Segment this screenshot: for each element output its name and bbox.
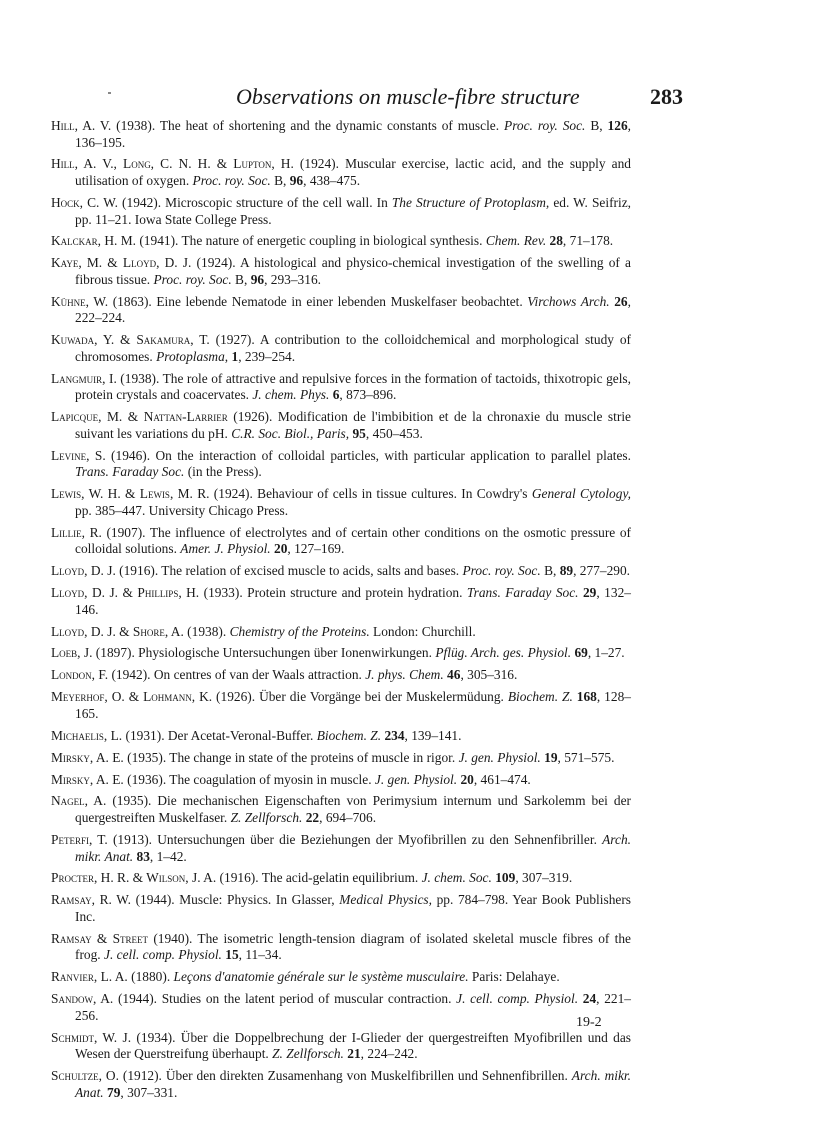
reference-journal: J. chem. Phys. (252, 387, 330, 403)
page-number: 283 (650, 84, 683, 109)
reference-volume: 89 (559, 563, 574, 579)
reference-author: Lewis, W. H. & Lewis, M. R. (51, 486, 210, 502)
reference-author: Kuwada, Y. & Sakamura, T. (51, 332, 210, 348)
reference-author: Mirsky, A. E. (51, 771, 124, 787)
reference-journal: J. cell. comp. Physiol. (104, 947, 222, 963)
reference-text: (1916). The relation of excised muscle to acids, salts and bases. (115, 563, 463, 579)
running-title: Observations on muscle-fibre structure (236, 84, 580, 109)
reference-entry (51, 585, 631, 618)
reference-author: Lapicque, M. & Nattan-Larrier (51, 409, 228, 425)
reference-journal: Medical Physics, (339, 892, 432, 908)
reference-pages: , 127–169. (287, 541, 345, 557)
reference-volume: 234 (384, 727, 405, 743)
reference-author: Kühne, W. (51, 293, 109, 309)
reference-text: (1907). The influence of electrolytes and of certain other conditions on the osmotic pressure of colloidal solutions. (75, 524, 631, 557)
reference-pages: , 873–896. (339, 387, 397, 403)
reference-journal: Trans. Faraday Soc. (75, 464, 185, 480)
reference-entry (51, 1030, 631, 1063)
reference-text: B, (270, 173, 290, 189)
reference-journal: Pflüg. Arch. ges. Physiol. (435, 645, 572, 661)
reference-pages: , 293–316. (264, 271, 321, 287)
reference-list (51, 118, 631, 1107)
reference-text: (in the Press). (184, 464, 262, 480)
reference-author: Lloyd, D. J. & Phillips, H. (51, 585, 200, 601)
reference-pages: , 222–224. (75, 293, 631, 326)
reference-journal: General Cytology, (531, 486, 632, 502)
reference-pages: , 694–706. (319, 810, 377, 826)
reference-text: , (224, 348, 232, 364)
reference-volume: 19 (544, 749, 558, 765)
reference-text: (1944). Muscle: Physics. In Glasser, (130, 892, 340, 908)
reference-volume: 15 (225, 947, 239, 963)
reference-journal: Chemistry of the Proteins. (229, 623, 370, 639)
reference-entry (51, 294, 631, 327)
reference-text: (1935). The change in state of the proteins of muscle in rigor. (123, 749, 459, 765)
reference-volume: 95 (352, 425, 366, 441)
reference-journal: Z. Zellforsch. (230, 810, 303, 826)
reference-pages: , 450–453. (365, 425, 423, 441)
reference-pages: , 307–319. (515, 870, 573, 886)
reference-volume: 26 (614, 293, 628, 309)
reference-text: (1938). The role of attractive and repulsive forces in the formation of tactoids, thixotropic gels, protein crystals and coacervates. (75, 370, 631, 403)
reference-entry (51, 409, 631, 442)
reference-author: Ranvier, L. A. (51, 969, 128, 985)
reference-volume: 126 (607, 118, 628, 133)
reference-journal: Biochem. Z. (316, 727, 382, 743)
reference-journal: C.R. Soc. Biol., Paris, (231, 425, 350, 441)
reference-author: Langmuir, I. (51, 370, 117, 386)
reference-journal: Proc. roy. Soc. (462, 563, 541, 579)
reference-volume: 109 (495, 870, 516, 886)
reference-author: Ramsay, R. W. (51, 892, 131, 908)
page-header (60, 84, 683, 114)
reference-text: (1935). Die mechanischen Eigenschaften von Perimysium internum und Sarkolemm bei der quergestreiften Muskelfaser. (75, 793, 631, 826)
reference-pages: , 132–146. (75, 585, 631, 617)
reference-text: B, (231, 271, 251, 287)
reference-text: (1941). The nature of energetic coupling in biological synthesis. (136, 233, 486, 249)
reference-entry (51, 156, 631, 189)
reference-author: Hock, C. W. (51, 194, 118, 210)
reference-text: (1944). Studies on the latent period of muscular contraction. (113, 991, 457, 1007)
reference-pages: , 221–256. (75, 991, 631, 1023)
reference-author: Peterfi, T. (51, 831, 108, 847)
reference-journal: Amer. J. Physiol. (180, 541, 271, 557)
reference-author: Mirsky, A. E. (51, 749, 124, 765)
reference-text: (1927). A contribution to the colloidchemical and morphological study of chromosomes. (75, 332, 632, 364)
reference-journal: J. phys. Chem. (365, 667, 444, 683)
reference-volume: 20 (274, 541, 288, 557)
reference-entry (51, 892, 631, 925)
reference-entry (51, 195, 631, 228)
reference-journal: Trans. Faraday Soc. (466, 585, 579, 601)
reference-journal: Chem. Rev. (485, 233, 547, 249)
reference-text: B, (585, 118, 608, 133)
reference-author: Lloyd, D. J. (51, 563, 116, 579)
reference-pages: , 277–290. (573, 563, 631, 579)
reference-text: (1913). Untersuchungen über die Beziehungen der Myofibrillen zu den Sehnenfibriller. (107, 831, 603, 847)
reference-author: Schultze, O. (51, 1068, 119, 1084)
reference-volume: 83 (136, 848, 150, 864)
reference-text: (1933). Protein structure and protein hydration. (199, 585, 467, 601)
reference-volume: 96 (250, 271, 265, 287)
reference-journal: J. gen. Physiol. (458, 749, 541, 765)
reference-text: ed. W. Seifriz, pp. 11–21. Iowa State College Press. (75, 194, 632, 227)
reference-text: pp. 385–447. University Chicago Press. (75, 502, 289, 518)
reference-journal: Leçons d'anatomie générale sur le système musculaire. (173, 969, 469, 985)
reference-entry (51, 969, 631, 986)
reference-volume: 79 (107, 1084, 121, 1100)
reference-author: London, F. (51, 667, 109, 683)
reference-text: pp. 784–798. Year Book Publishers Inc. (75, 892, 632, 924)
reference-pages: , 571–575. (557, 749, 615, 765)
reference-entry (51, 371, 631, 404)
reference-text: (1938). The heat of shortening and the dynamic constants of muscle. (111, 118, 505, 133)
reference-text: (1863). Eine lebende Nematode in einer lebenden Muskelfaser beobachtet. (108, 293, 528, 309)
reference-entry (51, 255, 631, 288)
reference-text: (1926). Über die Vorgänge bei der Muskelermüdung. (212, 689, 508, 705)
reference-volume: 21 (347, 1046, 361, 1062)
reference-author: Michaelis, L. (51, 727, 123, 743)
reference-entry (51, 728, 631, 745)
reference-entry (51, 645, 631, 662)
reference-text: (1897). Physiologische Untersuchungen über Ionenwirkungen. (92, 645, 436, 661)
reference-pages: , 71–178. (562, 233, 614, 249)
reference-text: (1931). Der Acetat-Veronal-Buffer. (122, 727, 317, 743)
reference-journal: Arch. mikr. Anat. (75, 1068, 632, 1100)
reference-journal: J. chem. Soc. (421, 870, 492, 886)
reference-volume: 22 (305, 810, 320, 826)
reference-author: Hill, A. V. (51, 118, 112, 133)
reference-entry (51, 772, 631, 789)
reference-text: (1912). Über den direkten Zusamenhang von Muskelfibrillen und Sehnenfibrillen. (118, 1068, 572, 1084)
reference-text: London: Churchill. (369, 623, 476, 639)
reference-entry (51, 870, 631, 887)
reference-text: Paris: Delahaye. (468, 969, 560, 985)
reference-journal: Virchows Arch. (527, 293, 610, 309)
reference-entry (51, 563, 631, 580)
reference-entry (51, 233, 631, 250)
reference-text: (1936). The coagulation of myosin in muscle. (123, 771, 375, 787)
reference-entry (51, 991, 631, 1024)
reference-entry (51, 931, 631, 964)
reference-pages: , 224–242. (360, 1046, 418, 1062)
reference-text: B, (540, 563, 560, 579)
reference-entry (51, 332, 631, 365)
reference-volume: 46 (447, 667, 461, 683)
reference-journal: The Structure of Protoplasm, (391, 194, 550, 210)
reference-text: (1938). (183, 623, 230, 639)
reference-journal: Proc. roy. Soc. (153, 271, 232, 287)
reference-journal: J. cell. comp. Physiol. (456, 991, 579, 1007)
reference-text: (1934). Über die Doppelbrechung der I-Glieder der quergestreiften Myofibrillen und das Wesen der Querstreifung überhaupt. (75, 1029, 631, 1062)
reference-text: (1926). Modification de l'imbibition et de la chronaxie du muscle strie suivant les variations du pH. (75, 409, 631, 441)
reference-author: Lillie, R. (51, 524, 102, 540)
reference-text: (1942). Microscopic structure of the cell wall. In (117, 194, 392, 210)
reference-volume: 24 (582, 991, 597, 1007)
reference-author: Sandow, A. (51, 991, 114, 1007)
reference-pages: , 307–331. (120, 1084, 178, 1100)
reference-pages: , 305–316. (460, 667, 518, 683)
reference-pages: , 128–165. (75, 689, 631, 721)
reference-volume: 6 (332, 387, 340, 403)
reference-pages: , 239–254. (238, 348, 296, 364)
reference-text: (1940). The isometric length-tension diagram of isolated skeletal muscle fibres of the frog. (75, 930, 631, 963)
reference-entry (51, 118, 631, 151)
reference-entry (51, 793, 631, 826)
reference-volume: 69 (574, 645, 588, 661)
reference-volume: 29 (582, 585, 597, 601)
reference-author: Loeb, J. (51, 645, 93, 661)
reference-author: Levine, S. (51, 447, 106, 463)
reference-journal: Biochem. Z. (507, 689, 573, 705)
reference-pages: , 438–475. (303, 173, 361, 189)
reference-entry (51, 486, 631, 519)
reference-pages: , 461–474. (473, 771, 531, 787)
reference-entry (51, 832, 631, 865)
reference-volume: 168 (576, 689, 597, 705)
reference-author: Kaye, M. & Lloyd, D. J. (51, 255, 192, 271)
reference-volume: 20 (460, 771, 474, 787)
reference-author: Kalckar, H. M. (51, 233, 136, 249)
reference-author: Nagel, A. (51, 793, 107, 809)
reference-volume: 28 (549, 233, 563, 249)
reference-entry (51, 1068, 631, 1101)
signature-mark: 19-2 (576, 1015, 602, 1030)
reference-entry (51, 750, 631, 767)
reference-text: (1924). Muscular exercise, lactic acid, and the supply and utilisation of oxygen. (75, 156, 631, 189)
reference-author: Lloyd, D. J. & Shore, A. (51, 623, 184, 639)
reference-text: (1916). The acid-gelatin equilibrium. (216, 870, 422, 886)
reference-author: Meyerhof, O. & Lohmann, K. (51, 689, 213, 705)
reference-volume: 1 (231, 348, 239, 364)
reference-text: (1942). On centres of van der Waals attraction. (108, 667, 366, 683)
reference-pages: , 11–34. (238, 947, 282, 963)
reference-entry (51, 667, 631, 684)
reference-text: (1924). Behaviour of cells in tissue cultures. In Cowdry's (209, 486, 532, 502)
reference-entry (51, 624, 631, 641)
reference-volume: 96 (289, 173, 304, 189)
reference-journal: Z. Zellforsch. (272, 1046, 344, 1062)
reference-author: Hill, A. V., Long, C. N. H. & Lupton, H. (51, 156, 294, 172)
reference-entry (51, 525, 631, 558)
reference-journal: Proc. roy. Soc. (192, 173, 271, 189)
reference-text: (1880). (127, 969, 174, 985)
reference-journal: Proc. roy. Soc. (504, 118, 586, 133)
reference-text: (1924). A histological and physico-chemical investigation of the swelling of a fibrous tissue. (75, 255, 631, 287)
reference-entry (51, 448, 631, 481)
reference-entry (51, 689, 631, 722)
reference-text: (1946). On the interaction of colloidal particles, with particular application to parallel plates. (105, 447, 631, 463)
reference-pages: , 1–27. (587, 645, 625, 661)
reference-journal: Arch. mikr. Anat. (75, 831, 631, 864)
reference-journal: J. gen. Physiol. (374, 771, 458, 787)
reference-author: Ramsay & Street (51, 930, 149, 946)
reference-author: Procter, H. R. & Wilson, J. A. (51, 870, 217, 886)
reference-author: Schmidt, W. J. (51, 1029, 132, 1045)
reference-pages: , 139–141. (404, 727, 462, 743)
reference-journal: Protoplasma (156, 348, 225, 364)
reference-pages: , 1–42. (149, 848, 187, 864)
reference-pages: , 136–195. (75, 118, 631, 150)
